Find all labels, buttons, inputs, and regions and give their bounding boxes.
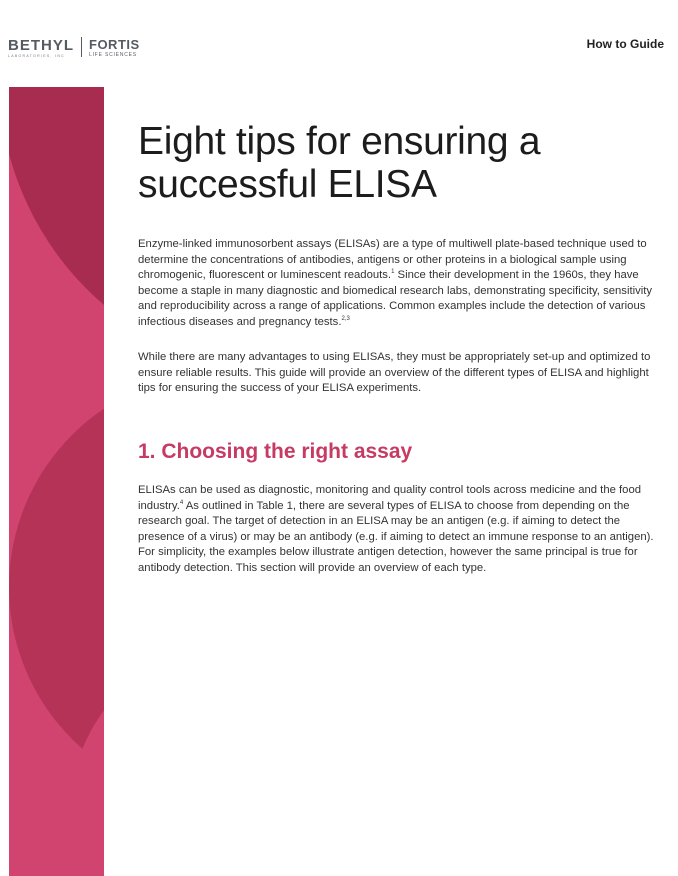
bethyl-wordmark: BETHYL xyxy=(8,37,74,54)
fortis-logo xyxy=(89,38,140,58)
company-logo[interactable] xyxy=(8,38,140,58)
section-heading: 1. Choosing the right assay xyxy=(138,440,413,463)
logo-divider xyxy=(81,37,82,57)
document-type-label: How to Guide xyxy=(586,37,664,51)
section-paragraph xyxy=(138,483,658,577)
fortis-wordmark: FORTIS xyxy=(89,37,140,52)
section-text-b: As outlined in Table 1, there are several types of ELISA to choose from depending on the research goal. The target of detection in an ELISA may be an antigen (e.g. if aiming to detect the presence of a virus) or may be an antibody (e.g. if aiming to detect an immune response to an antigen). For simplicity, the examples below illustrate antigen detection, however the same principal is true for antibody detection. This section will provide an overview of each type. xyxy=(138,499,654,574)
fortis-subtitle: LIFE SCIENCES xyxy=(89,52,137,58)
bethyl-subtitle: LABORATORIES, INC xyxy=(8,54,65,58)
reference-marker[interactable]: 1 xyxy=(391,269,395,276)
section-text-a: ELISAs can be used as diagnostic, monitoring and quality control tools across medicine and the food industry. xyxy=(138,484,642,512)
document-title: Eight tips for ensuring a successful ELISA xyxy=(138,120,541,206)
intro-text-b: Since their development in the 1960s, they have become a staple in many diagnostic and biomedical research labs, demonstrating specificity, sensitivity and reproducibility across a range of applications. Common examples include the detection of various infectious diseases and pregnancy tests. xyxy=(138,269,653,328)
bethyl-logo xyxy=(8,38,74,58)
reference-marker[interactable]: 2,3 xyxy=(341,316,350,323)
page-header xyxy=(0,0,678,80)
reference-marker[interactable]: 4 xyxy=(179,499,184,506)
decorative-side-band xyxy=(9,87,104,876)
intro-paragraph-2: While there are many advantages to using ELISAs, they must be appropriately set-up and optimized to ensure reliable results. This guide will provide an overview of the different types of ELISA and highlight tips for ensuring the success of your ELISA experiments. xyxy=(138,351,651,395)
intro-paragraph-1 xyxy=(138,237,658,331)
intro-text-a: Enzyme-linked immunosorbent assays (ELISAs) are a type of multiwell plate-based technique used to determine the concentrations of antibodies, antigens or other proteins in a biological sample using chromogenic, fluorescent or luminescent readouts. xyxy=(138,238,647,282)
side-band-graphic xyxy=(9,87,104,876)
